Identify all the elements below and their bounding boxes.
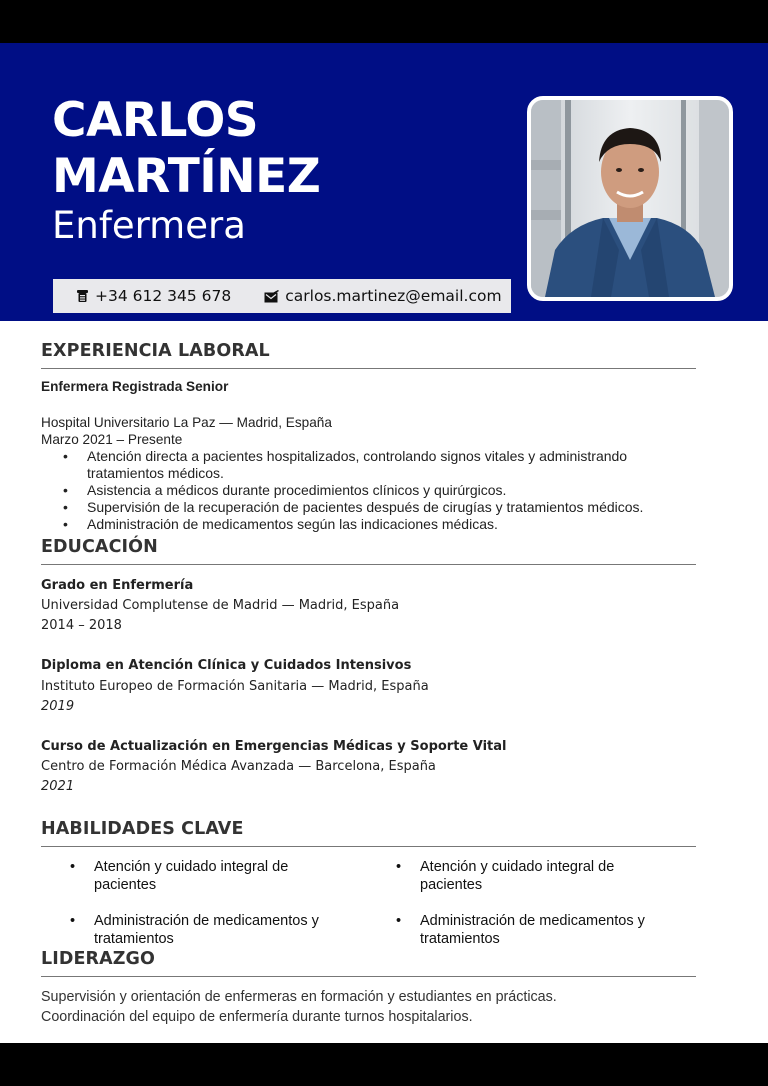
name-line-1: CARLOS	[52, 93, 259, 148]
job-title: Enfermera	[52, 204, 246, 247]
phone-icon	[76, 289, 89, 303]
phone-number[interactable]: +34 612 345 678	[95, 287, 232, 305]
education-school: Centro de Formación Médica Avanzada — Barcelona, España	[41, 759, 436, 774]
education-heading: EDUCACIÓN	[41, 537, 696, 565]
bullet-icon: •	[70, 859, 76, 875]
skill-label: Administración de medicamentos y tratamientos	[94, 913, 319, 947]
email-icon	[264, 290, 279, 303]
education-degree: Diploma en Atención Clínica y Cuidados Intensivos	[41, 658, 412, 673]
candidate-name	[52, 93, 492, 205]
list-item: • Asistencia a médicos durante procedimientos clínicos y quirúrgicos.	[41, 482, 681, 499]
education-years: 2014 – 2018	[41, 618, 122, 633]
email-address[interactable]: carlos.martinez@email.com	[285, 287, 502, 305]
contact-bar	[53, 279, 511, 313]
experience-place: Hospital Universitario La Paz — Madrid, España	[41, 415, 332, 430]
bullet-icon: •	[396, 859, 402, 875]
skill-item	[396, 912, 670, 948]
leadership-line: Coordinación del equipo de enfermería durante turnos hospitalarios.	[41, 1009, 473, 1025]
list-item: • Administración de medicamentos según las indicaciones médicas.	[41, 516, 681, 533]
bullet-icon: •	[396, 913, 402, 929]
experience-dates: Marzo 2021 – Presente	[41, 432, 183, 447]
list-item: • Supervisión de la recuperación de pacientes después de cirugías y tratamientos médicos.	[41, 499, 681, 516]
education-years: 2019	[41, 699, 75, 714]
education-degree: Grado en Enfermería	[41, 578, 194, 593]
experience-heading: EXPERIENCIA LABORAL	[41, 341, 696, 369]
education-school: Universidad Complutense de Madrid — Madrid, España	[41, 598, 400, 613]
name-line-2: MARTÍNEZ	[52, 149, 321, 204]
skill-item	[396, 858, 670, 894]
list-item: • Atención directa a pacientes hospitalizados, controlando signos vitales y administrando tratamientos médicos.	[41, 448, 681, 482]
resume-page	[0, 43, 768, 1043]
leadership-heading: LIDERAZGO	[41, 949, 696, 977]
education-degree: Curso de Actualización en Emergencias Médicas y Soporte Vital	[41, 739, 507, 754]
skill-label: Atención y cuidado integral de pacientes	[94, 859, 289, 893]
skill-label: Administración de medicamentos y tratamientos	[420, 913, 645, 947]
leadership-line: Supervisión y orientación de enfermeras en formación y estudiantes en prácticas.	[41, 989, 557, 1005]
experience-bullets	[41, 448, 681, 533]
experience-role: Enfermera Registrada Senior	[41, 379, 229, 394]
profile-photo	[527, 96, 733, 301]
profile-photo-image	[531, 100, 729, 297]
skills-heading: HABILIDADES CLAVE	[41, 819, 696, 847]
education-school: Instituto Europeo de Formación Sanitaria — Madrid, España	[41, 679, 429, 694]
skill-label: Atención y cuidado integral de pacientes	[420, 859, 615, 893]
skill-item	[70, 912, 344, 948]
skill-item	[70, 858, 344, 894]
contact-email	[264, 287, 501, 305]
education-years: 2021	[41, 779, 75, 794]
resume-header	[0, 43, 768, 321]
bullet-icon: •	[70, 913, 76, 929]
contact-phone	[76, 287, 231, 305]
